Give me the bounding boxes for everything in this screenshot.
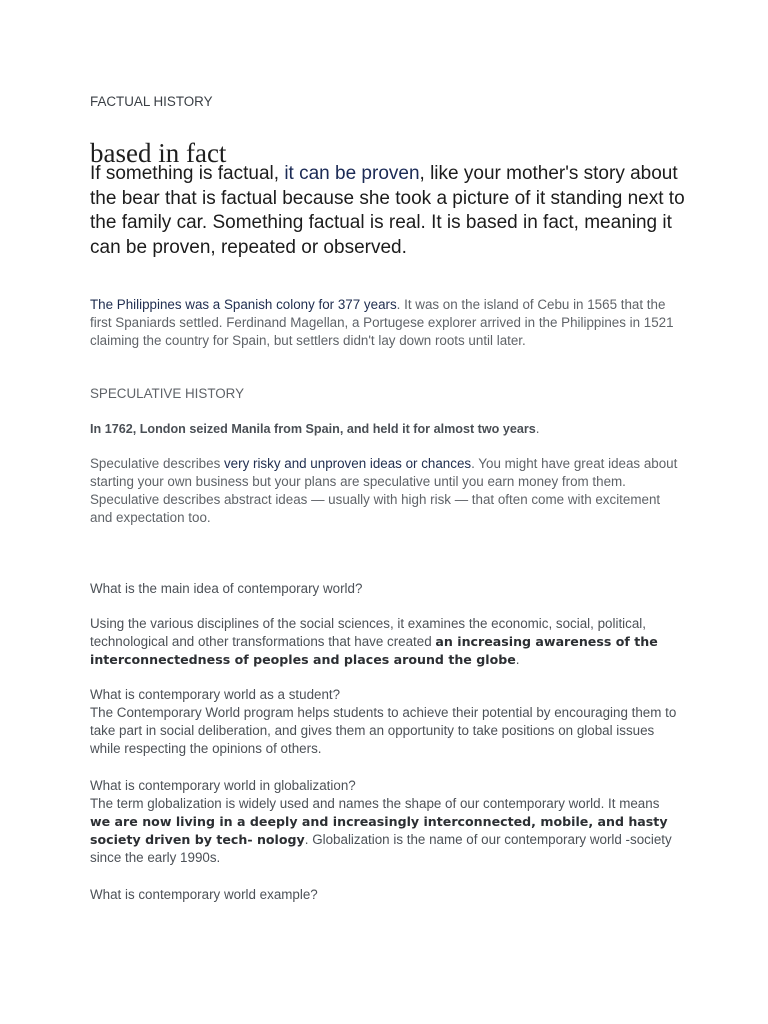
question-example: What is contemporary world example? bbox=[90, 887, 318, 902]
speculative-part1: Speculative describes bbox=[90, 456, 224, 471]
factual-definition-part2: , like your mother's story about the bear that is factual because she took a picture of it standing next to the family car. Something factual is real. It is based in fact, meaning it can be proven, repeated or observed. bbox=[90, 163, 685, 258]
speculative-history-heading: SPECULATIVE HISTORY bbox=[90, 386, 245, 401]
answer-main-idea-text: Using the various disciplines of the social sciences, it examines the economic, social, political, technological and other transformations that have created bbox=[90, 616, 646, 649]
question-main-idea: What is the main idea of contemporary world? bbox=[90, 581, 363, 596]
speculative-part2: . You might have great ideas about starting your own business but your plans are speculative until you earn money from them. Speculative describes abstract ideas — usually with high risk — that often come with excitement and expectation too. bbox=[90, 456, 678, 525]
philippines-paragraph bbox=[90, 296, 680, 350]
factual-history-heading: FACTUAL HISTORY bbox=[90, 94, 213, 109]
answer-globalization-end: . Globalization is the name of our contemporary world -society since the early 1990s. bbox=[90, 832, 672, 865]
question-student: What is contemporary world as a student? bbox=[90, 687, 341, 702]
philippines-rest: . It was on the island of Cebu in 1565 that the first Spaniards settled. Ferdinand Magellan, a Portugese explorer arrived in the Philippines in 1521 claiming the country for Spain, but settlers didn't lay down roots until later. bbox=[90, 297, 674, 348]
speculative-paragraph bbox=[90, 455, 680, 527]
london-manila-line bbox=[90, 420, 680, 438]
question-globalization: What is contemporary world in globalization? bbox=[90, 778, 356, 793]
speculative-highlight: very risky and unproven ideas or chances bbox=[223, 456, 472, 471]
philippines-highlight: The Philippines was a Spanish colony for 377 years bbox=[90, 297, 397, 312]
factual-definition-highlight: it can be proven bbox=[284, 163, 420, 184]
factual-definition-part1: If something is factual, bbox=[90, 163, 285, 184]
factual-definition bbox=[90, 162, 690, 260]
answer-main-idea-end: . bbox=[515, 652, 520, 667]
answer-main-idea bbox=[90, 615, 680, 669]
answer-globalization-text: The term globalization is widely used and names the shape of our contemporary world. It means bbox=[90, 796, 660, 811]
london-manila-end: . bbox=[535, 421, 540, 436]
based-in-fact-title: based in fact bbox=[90, 138, 227, 168]
answer-globalization bbox=[90, 795, 680, 867]
london-manila-bold: In 1762, London seized Manila from Spain, and held it for almost two years bbox=[90, 422, 536, 436]
answer-globalization-bold: we are now living in a deeply and increasingly interconnected, mobile, and hasty society driven by tech- nology bbox=[90, 814, 668, 847]
answer-main-idea-bold: an increasing awareness of the interconnectedness of peoples and places around the globe bbox=[90, 634, 658, 667]
answer-student: The Contemporary World program helps students to achieve their potential by encouraging them to take part in social deliberation, and gives them an opportunity to take positions on global issues while respecting the opinions of others. bbox=[90, 705, 677, 756]
